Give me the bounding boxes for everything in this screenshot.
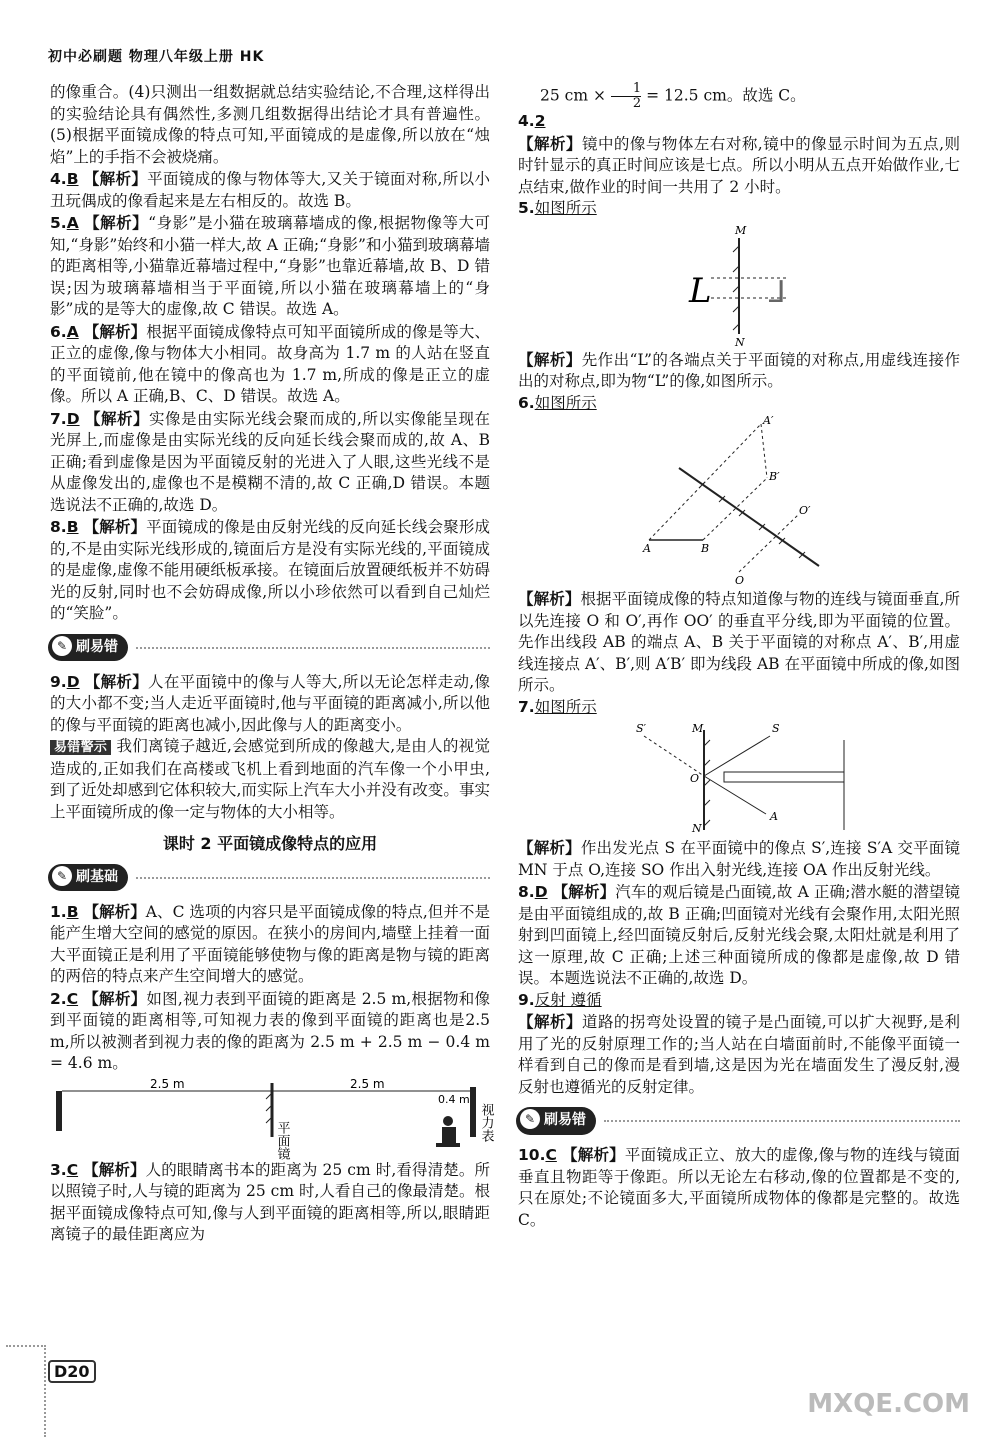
q-answer: 如图所示 — [534, 697, 597, 716]
calc-prefix: 25 cm × — [540, 86, 606, 105]
right-question-7 — [518, 697, 960, 719]
right-question-10 — [518, 1144, 960, 1231]
calc-suffix: = 12.5 cm。故选 C。 — [646, 86, 806, 105]
analysis-tag: 【解析】 — [83, 321, 147, 341]
q-answer: 如图所示 — [534, 199, 597, 217]
analysis-tag: 【解析】 — [85, 408, 150, 428]
analysis-tag: 【解析】 — [84, 213, 149, 232]
analysis-tag: 【解析】 — [562, 1145, 625, 1164]
label-B1: B′ — [769, 470, 780, 483]
right-question-8 — [518, 881, 960, 990]
distance-label-2: 2.5 m — [350, 1076, 385, 1091]
question-4 — [50, 168, 490, 212]
section-banner-mistakes-2 — [516, 1104, 960, 1138]
q-answer: A — [66, 322, 79, 341]
dotted-divider — [136, 647, 490, 649]
right-question-5 — [518, 198, 960, 220]
object-L: L — [689, 270, 712, 311]
q-text: A、C 选项的内容只是平面镜成像的特点,但并不是能产生增大空间的感觉的原因。在狭小的房间内,墙壁上挂着一面大平面镜正是利用了平面镜能够使物与像的距离是物与镜的距离的两倍的特点来产生空间增大的感觉。 — [50, 902, 490, 985]
mirror-SA-figure — [624, 720, 854, 835]
dotted-divider — [604, 1120, 960, 1122]
basic-question-3 — [50, 1159, 490, 1246]
q-text: 平面镜成的像与物体等大,又关于镜面对称,所以小丑玩偶成的像看起来是左右相反的。故选 B。 — [50, 170, 490, 210]
right-question-4 — [518, 111, 960, 133]
label-A: A — [770, 810, 778, 823]
q-answer: A — [66, 214, 79, 232]
mirror-L-figure — [639, 222, 839, 347]
analysis-tag: 【解析】 — [84, 671, 149, 691]
left-column — [50, 82, 494, 1246]
label-O1: O′ — [799, 504, 811, 517]
label-B: B — [701, 542, 710, 555]
analysis-tag: 【解析】 — [552, 882, 616, 901]
q-text: 根据平面镜成像特点可知平面镜所成的像是等大、正立的虚像,像与物体大小相同。故身高为 1.7 m 的人站在竖直的平面镜前,他在镜中的像高也为 1.7 m,所成的像是正立的虚像。所以 A 正确,B、C、D 错误。故选 A。 — [50, 322, 490, 405]
right-column — [518, 82, 960, 1231]
analysis-tag: 【解析】 — [518, 589, 581, 608]
q-text: 镜中的像与物体左右对称,镜中的像显示时间为五点,则时针显示的真正时间应该是七点。所以小明从五点开始做作业,七点结束,做作业的时间一共用了 2 小时。 — [518, 134, 960, 196]
question-8 — [50, 516, 490, 625]
q-answer: C — [545, 1146, 557, 1164]
q-answer: C — [66, 989, 79, 1008]
warning-text: 我们离镜子越近,会感觉到所成的像越大,是由人的视觉造成的,正如我们在高楼或飞机上看到地面的汽车像一个小甲虫,到了近处却感到它体积较大,而实际上汽车大小并没有改变。事实上平面镜所成的像一定与物体的大小相等。 — [50, 737, 490, 821]
person-head — [443, 1116, 453, 1126]
q-number: 5. — [50, 214, 67, 232]
right-question-9 — [518, 990, 960, 1012]
page-header: 初中必刷题 物理八年级上册 HK — [48, 49, 265, 65]
pencil-icon: ✎ — [52, 866, 72, 886]
q-answer: B — [66, 170, 79, 188]
dashed-connector — [644, 736, 704, 776]
calc-line — [518, 82, 960, 111]
right-q4-analysis — [518, 133, 960, 199]
basic-question-1 — [50, 901, 490, 988]
q-number: 7. — [518, 697, 535, 716]
q-text: 道路的拐弯处设置的镜子是凸面镜,可以扩大视野,是利用了光的反射原理工作的;当人站在白墙面前时,不能像平面镜一样看到自己的像而是看到墙,这是因为光在墙面发生了漫反射,漫反射也遵循光的反射定律。 — [518, 1013, 960, 1096]
incident-ray — [704, 736, 770, 776]
pencil-icon: ✎ — [520, 1109, 540, 1129]
q-text: 如图,视力表到平面镜的距离是 2.5 m,根据物和像到平面镜的距离相等,可知视力表的像到平面镜的距离也是2.5 m,所以被测者到视力表的像的距离为 2.5 m + 2.5 m − 0.4 m = 4.6 m。 — [50, 989, 490, 1072]
label-S: S — [772, 722, 780, 735]
image-segment — [761, 424, 767, 478]
fraction — [611, 82, 641, 111]
dashed-connector — [739, 514, 799, 572]
analysis-tag: 【解析】 — [83, 988, 147, 1008]
label-O: O — [690, 772, 700, 785]
q-text: “身影”是小猫在玻璃幕墙成的像,根据物像等大可知,“身影”始终和小猫一样大,故 A 正确;“身影”和小猫到玻璃幕墙的距离相等,小猫靠近幕墙过程中,“身影”也靠近幕墙,故 B、D 错误;因为玻璃幕墙相当于平面镜,所以小猫在玻璃幕墙上的“身影”成的是等大的虚像,故 C 错误。故选 A。 — [50, 214, 490, 318]
continued-paragraph: 的像重合。(4)只测出一组数据就总结实验结论,不合理,这样得出的实验结论具有偶然性,多测几组数据得出结论才具有普遍性。(5)根据平面镜成像的特点可知,平面镜成的是虚像,所以放在“烛焰”上的手指不会被烧痛。 — [50, 83, 490, 166]
eye-chart-figure — [50, 1076, 494, 1160]
basic-question-2 — [50, 988, 490, 1075]
q-number: 6. — [50, 322, 67, 341]
right-q9-analysis — [518, 1011, 960, 1098]
q-number: 8. — [518, 883, 535, 901]
label-N: N — [692, 822, 702, 835]
q-text: 实像是由实际光线会聚而成的,所以实像能呈现在光屏上,而虚像是由实际光线的反向延长线会聚而成的,故 A、B 正确;看到虚像是因为平面镜反射的光进入了人眼,这些光线不是从虚像发出的,虚像也不是模糊不清的,故 C 正确,D 错误。本题选说法不正确的,故选 D。 — [50, 409, 490, 514]
q-text: 根据平面镜成像的特点知道像与物的连线与镜面垂直,所以先连接 O 和 O′,再作 OO′ 的垂直平分线,即为平面镜的位置。先作出线段 AB 的端点 A、B 关于平面镜的对称点 A′、B′,用虚线连接点 A′、B′,则 A′B′ 即为线段 AB 在平面镜中所成的像,如图所示。 — [518, 590, 960, 694]
chart-stand — [470, 1087, 476, 1137]
section-banner-basics — [48, 861, 490, 895]
section-banner-mistakes — [48, 631, 490, 665]
q-answer: D — [534, 883, 548, 901]
mirror-line — [679, 468, 819, 566]
label-M: M — [735, 223, 747, 237]
banner-pill — [48, 634, 128, 662]
q-answer: 如图所示 — [534, 393, 597, 412]
banner-label: 刷基础 — [76, 868, 118, 885]
q-text: 平面镜成正立、放大的虚像,像与物的连线与镜面垂直且物距等于像距。所以无论左右移动,像的位置都是不变的,只在原处;不论镜面多大,平面镜所成物体的像都是完整的。故选 C。 — [518, 1146, 960, 1229]
analysis-tag: 【解析】 — [83, 1159, 146, 1179]
analysis-tag: 【解析】 — [83, 517, 147, 536]
q-number: 4. — [518, 112, 535, 130]
right-q5-analysis — [518, 349, 960, 393]
label-N: N — [735, 335, 745, 349]
dashed-connector — [703, 478, 767, 540]
fraction-denominator: 2 — [632, 96, 642, 111]
q-answer: D — [66, 409, 80, 428]
pencil-icon: ✎ — [52, 636, 72, 656]
analysis-tag: 【解析】 — [518, 1012, 582, 1031]
warning-note — [50, 736, 490, 823]
q-number: 10. — [518, 1146, 546, 1164]
warning-label: 易错警示 — [50, 740, 111, 755]
left-wall — [56, 1091, 62, 1131]
q-number: 5. — [518, 199, 535, 217]
page-number: D20 — [48, 1360, 96, 1383]
mirror-AB-figure — [639, 416, 839, 586]
q-number: 7. — [50, 409, 67, 428]
right-question-6 — [518, 393, 960, 415]
right-q6-analysis — [518, 588, 960, 697]
banner-label: 刷易错 — [544, 1112, 586, 1129]
analysis-tag: 【解析】 — [83, 901, 146, 921]
q-text: 人的眼睛离书本的距离为 25 cm 时,看得清楚。所以照镜子时,人与镜的距离为 25 cm 时,人看自己的像最清楚。根据平面镜成像特点可知,像与人到平面镜的距离相等,所以,眼睛距离镜子的最佳距离应为 — [50, 1160, 491, 1243]
label-M: M — [692, 722, 704, 735]
chart-label: 视力表 — [478, 1102, 494, 1142]
q-text: 作出发光点 S 在平面镜中的像点 S′,连接 S′A 交平面镜 MN 于点 O,连接 SO 作出入射光线,连接 OA 作出反射光线。 — [518, 839, 960, 879]
label-A: A — [643, 542, 651, 555]
q-number: 2. — [50, 989, 67, 1008]
q-text: 平面镜成的像是由反射光线的反向延长线会聚形成的,不是由实际光线形成的,镜面后方是没有实际光线的,平面镜成的是虚像,虚像不能用硬纸板承接。在镜面后放置硬纸板并不妨碍光的反射,同时也不会妨碍成像,所以小珍依然可以看到自己灿烂的“笑脸”。 — [50, 518, 490, 622]
q-answer: D — [66, 672, 80, 691]
q-text: 人在平面镜中的像与人等大,所以无论怎样走动,像的大小都不变;当人走近平面镜时,他与平面镜的距离减小,所以他的像与平面镜的距离也减小,因此像与人的距离变小。 — [50, 672, 490, 734]
q-answer: 2 — [534, 112, 546, 130]
mirror-label: 平面镜 — [274, 1120, 290, 1160]
q-number: 9. — [518, 990, 535, 1009]
question-7 — [50, 408, 490, 517]
label-A1: A′ — [763, 414, 774, 427]
dashed-connector — [649, 424, 761, 540]
question-6 — [50, 321, 490, 408]
q-number: 4. — [50, 170, 67, 188]
analysis-tag: 【解析】 — [518, 838, 581, 857]
lesson-title: 课时 2 平面镜成像特点的应用 — [162, 834, 378, 853]
q-answer: B — [66, 902, 79, 921]
fraction-numerator: 1 — [611, 82, 641, 97]
q-number: 6. — [518, 393, 535, 412]
q-text: 汽车的观后镜是凸面镜,故 A 正确;潜水艇的潜望镜是由平面镜组成的,故 B 正确;凹面镜对光线有会聚作用,太阳光照射到凹面镜上,经凹面镜反射后,反射光线会聚,太阳灶就是利用了这一原理,故 C 正确;上述三种面镜所成的像都是虚像,故 D 错误。本题选说法不正确的,故选 D。 — [518, 883, 960, 987]
distance-label-1: 2.5 m — [150, 1076, 185, 1091]
distance-label-3: 0.4 m — [438, 1092, 470, 1106]
q-answer: B — [66, 518, 79, 536]
q-number: 3. — [50, 1160, 67, 1179]
q-number: 1. — [50, 902, 67, 921]
q-answer: C — [66, 1160, 79, 1179]
right-q7-analysis — [518, 837, 960, 881]
label-O: O — [735, 574, 745, 587]
label-S1: S′ — [636, 722, 647, 735]
watermark: MXQE.COM — [807, 1389, 970, 1419]
question-5 — [50, 212, 490, 321]
wall-box — [724, 772, 844, 782]
analysis-tag: 【解析】 — [518, 349, 582, 369]
chair — [436, 1143, 460, 1147]
q-answer: 反射 遵循 — [534, 990, 602, 1009]
corner-dotted-decoration — [6, 1345, 46, 1437]
dotted-divider — [136, 877, 490, 879]
q-number: 8. — [50, 518, 67, 536]
q-text: 先作出“L”的各端点关于平面镜的对称点,用虚线连接作出的对称点,即为物“L”的像,如图所示。 — [518, 350, 960, 390]
q-number: 9. — [50, 672, 67, 691]
analysis-tag: 【解析】 — [83, 169, 148, 188]
banner-pill — [48, 864, 128, 892]
question-9 — [50, 671, 490, 737]
analysis-tag: 【解析】 — [518, 133, 582, 153]
person-body — [442, 1127, 456, 1143]
image-L: ⅃ — [769, 274, 786, 310]
banner-pill — [516, 1107, 596, 1135]
banner-label: 刷易错 — [76, 638, 118, 655]
